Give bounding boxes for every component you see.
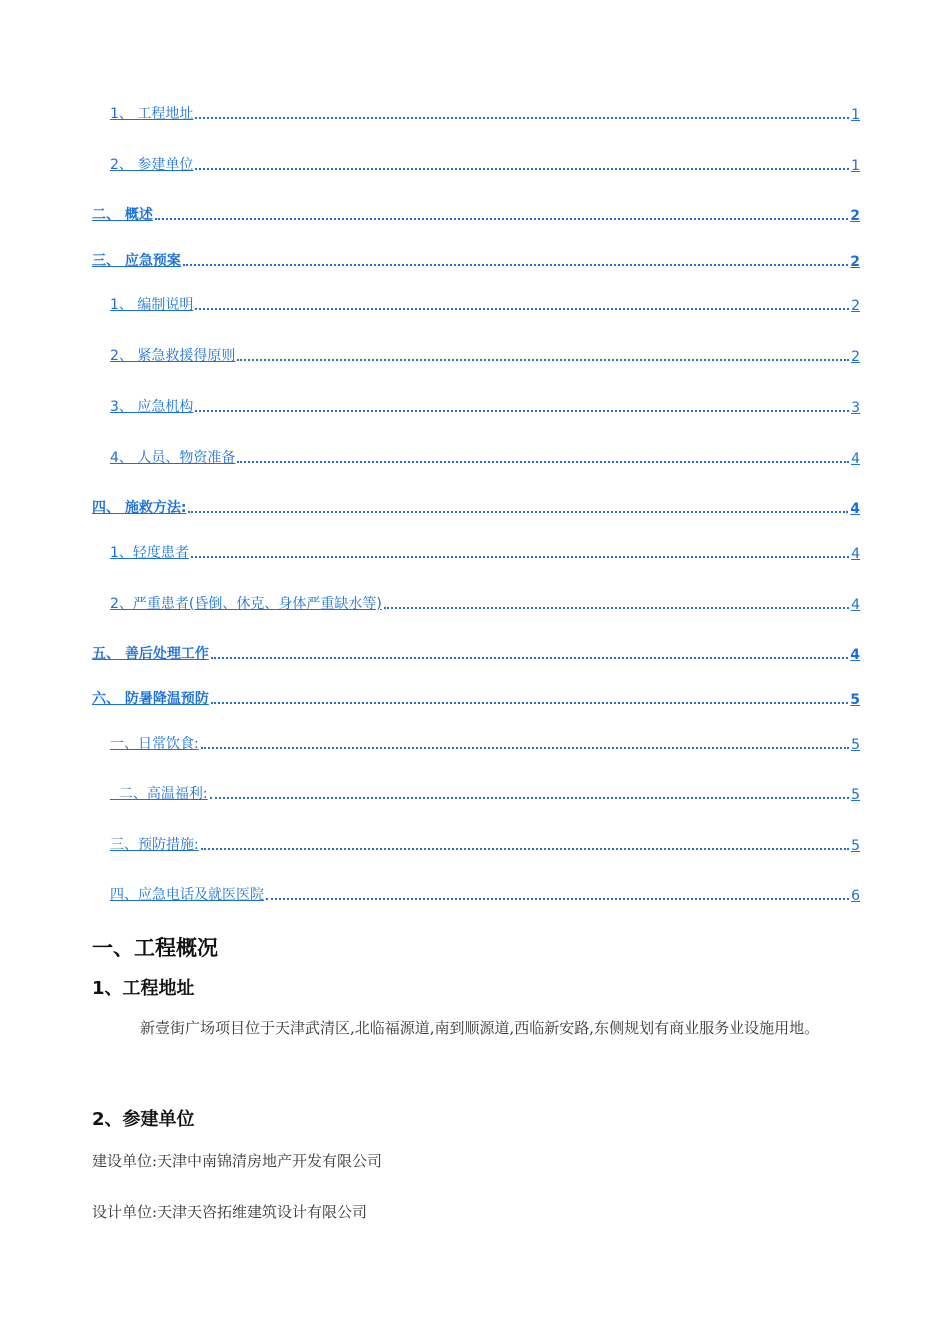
toc-entry-page: 5 — [850, 692, 860, 708]
toc-entry-label: 四、 施救方法: — [92, 500, 187, 516]
toc-entry[interactable] — [110, 394, 860, 416]
toc-leader-dots — [211, 656, 848, 659]
toc-leader-dots — [195, 167, 849, 170]
toc-entry-page: 4 — [851, 597, 860, 613]
toc-entry-page: 5 — [851, 737, 860, 753]
toc-entry-page: 5 — [851, 838, 860, 854]
toc-leader-dots — [201, 847, 849, 850]
toc-entry-page: 4 — [851, 451, 860, 467]
toc-entry-label: 二、 概述 — [92, 207, 153, 223]
toc-entry[interactable] — [110, 832, 860, 854]
toc-entry-page: 4 — [850, 501, 860, 517]
toc-entry-label: 一、日常饮食: — [110, 736, 199, 752]
toc-entry[interactable] — [110, 781, 860, 803]
toc-entry[interactable] — [110, 882, 860, 904]
toc-entry[interactable] — [92, 641, 860, 663]
toc-leader-dots — [384, 606, 849, 609]
toc-entry-page: 1 — [851, 107, 860, 123]
toc-leader-dots — [188, 510, 848, 513]
toc-entry[interactable] — [110, 152, 860, 174]
toc-entry[interactable] — [92, 248, 860, 270]
toc-entry[interactable] — [110, 292, 860, 314]
toc-entry[interactable] — [110, 731, 860, 753]
toc-entry[interactable] — [110, 445, 860, 467]
toc-entry-page: 2 — [851, 349, 860, 365]
toc-leader-dots — [201, 746, 849, 749]
toc-leader-dots — [237, 358, 849, 361]
toc-entry-label: 四、应急电话及就医医院 — [110, 887, 264, 903]
toc-entry-label: 4、 人员、物资准备 — [110, 450, 236, 466]
toc-leader-dots — [155, 217, 848, 220]
toc-entry-page: 2 — [850, 254, 860, 270]
toc-entry-label: 2、 紧急救援得原则 — [110, 348, 236, 364]
toc-entry-label: 三、预防措施: — [110, 837, 199, 853]
toc-leader-dots — [195, 116, 849, 119]
toc-entry[interactable] — [110, 540, 860, 562]
toc-leader-dots — [211, 701, 848, 704]
toc-entry[interactable] — [110, 101, 860, 123]
toc-entry-page: 5 — [851, 787, 860, 803]
toc-entry-label: 3、 应急机构 — [110, 399, 194, 415]
toc-leader-dots — [237, 460, 849, 463]
heading-project-address: 1、工程地址 — [92, 978, 195, 999]
toc-entry-page: 2 — [851, 298, 860, 314]
heading-participating-units: 2、参建单位 — [92, 1109, 195, 1130]
toc-entry-label: 六、 防暑降温预防 — [92, 691, 209, 707]
toc-leader-dots — [195, 409, 849, 412]
toc-entry-label: 1、 工程地址 — [110, 106, 194, 122]
toc-entry-page: 2 — [850, 208, 860, 224]
toc-entry[interactable] — [92, 495, 860, 517]
builder-line: 建设单位:天津中南锦清房地产开发有限公司 — [92, 1152, 383, 1170]
toc-entry-page: 3 — [851, 400, 860, 416]
toc-entry-label: 1、轻度患者 — [110, 545, 189, 561]
heading-project-overview: 一、工程概况 — [92, 936, 218, 960]
toc-entry-label: 二、高温福利: — [110, 786, 208, 802]
toc-entry-label: 五、 善后处理工作 — [92, 646, 209, 662]
toc-entry-label: 三、 应急预案 — [92, 253, 181, 269]
paragraph-project-address — [92, 1007, 852, 1049]
toc-entry-page: 6 — [851, 888, 860, 904]
toc-leader-dots — [191, 555, 849, 558]
toc-entry-label: 2、 参建单位 — [110, 157, 194, 173]
toc-entry-page: 4 — [850, 647, 860, 663]
toc-entry[interactable] — [92, 686, 860, 708]
toc-entry-label: 1、 编制说明 — [110, 297, 194, 313]
toc-entry[interactable] — [110, 343, 860, 365]
toc-leader-dots — [183, 263, 848, 266]
toc-entry[interactable] — [110, 591, 860, 613]
toc-entry[interactable] — [92, 202, 860, 224]
toc-leader-dots — [210, 796, 849, 799]
toc-entry-page: 4 — [851, 546, 860, 562]
toc-entry-page: 1 — [851, 158, 860, 174]
toc-entry-label: 2、严重患者(昏倒、休克、身体严重缺水等) — [110, 596, 382, 612]
paragraph-text: 新壹街广场项目位于天津武清区,北临福源道,南到顺源道,西临新安路,东侧规划有商业服务业设施用地。 — [140, 1019, 820, 1037]
toc-leader-dots — [195, 307, 849, 310]
designer-line: 设计单位:天津天咨拓维建筑设计有限公司 — [92, 1203, 368, 1221]
toc-leader-dots — [266, 897, 849, 900]
